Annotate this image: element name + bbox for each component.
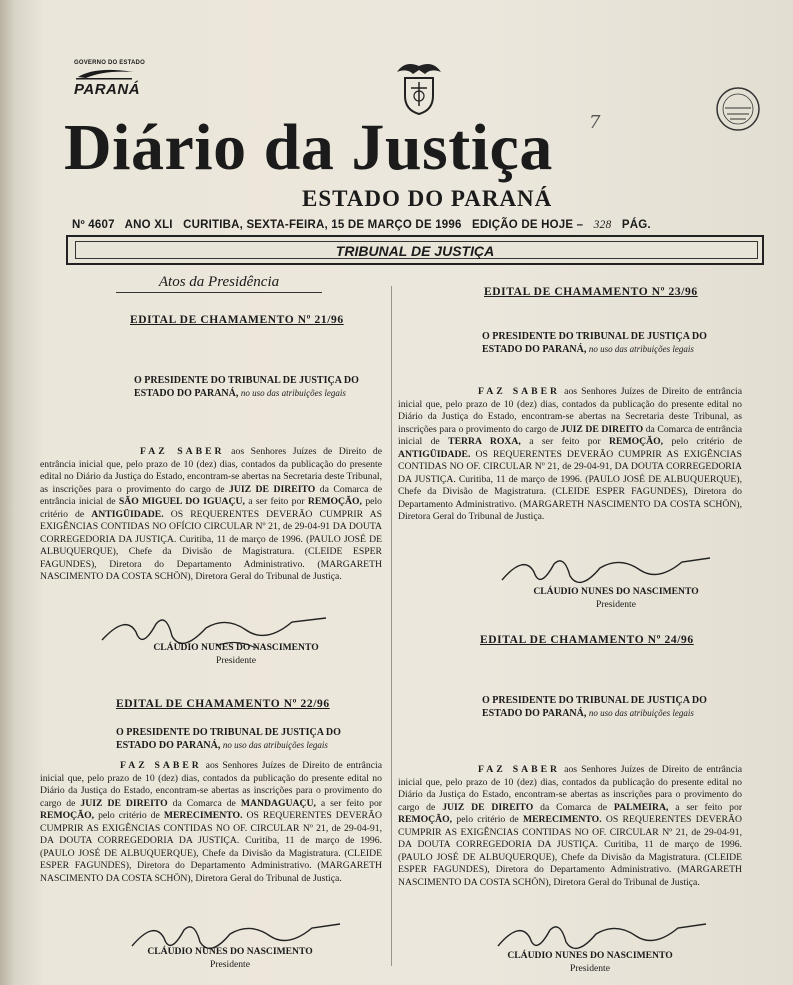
edition-line (72, 219, 772, 231)
body-text: OS REQUERENTES DEVERÃO CUMPRIR AS EXIGÊNCIAS CONTIDAS NO OF. CIRCULAR Nº 21, de 29-04-91, DA DOUTA CORREGEDORIA DA JUSTIÇA. Curitiba, 11 de março de 1996. (PAULO JOSÉ DE ALBUQUERQUE), Chefe da Divisão de Magistratura. (CLEIDE ESPER FAGUNDES), Diretora do Departamento Administrativo. (MARGARETH NASCIMENTO DA COSTA SCHÖN), Diretora Geral do Tribunal de Justiça. (398, 448, 742, 522)
criterio: ANTIGÜIDADE. (398, 448, 471, 460)
modo: REMOÇÃO, (40, 810, 95, 821)
edital-22-title: EDITAL DE CHAMAMENTO Nº 22/96 (116, 698, 330, 710)
issuer-tail: no uso das atribuições legais (588, 708, 694, 718)
pages-label: PÁG. (621, 219, 651, 231)
edital-24-signer-role: Presidente (570, 963, 610, 974)
issuer-tail: no uso das atribuições legais (222, 740, 328, 750)
modo: REMOÇÃO, (307, 496, 362, 507)
modo: REMOÇÃO, (398, 814, 453, 825)
body-text: aos Senhores Juízes de Direito de entrância inicial que, pelo prazo de 10 (dez) dias, contados da publicação do presente edital no Diário da Justiça do Estado, encontram-se abertas as inscrições para o provimento do cargo de (398, 764, 742, 813)
edital-23-issuer (482, 330, 742, 356)
body-text: da Comarca de entrância inicial de (40, 483, 383, 507)
masthead-state: ESTADO DO PARANÁ (302, 186, 553, 211)
issuer-bold: O PRESIDENTE DO TRIBUNAL DE JUSTIÇA DO ESTADO DO PARANÁ, (116, 727, 341, 751)
body-text: a ser feito por (248, 496, 305, 507)
issue-number: Nº 4607 (72, 219, 115, 231)
criterio: MERECIMENTO. (522, 814, 602, 825)
city-date: CURITIBA, SEXTA-FEIRA, 15 DE MARÇO DE 1996 (183, 219, 462, 231)
coat-of-arms-icon (391, 58, 447, 118)
cargo: JUIZ DE DIREITO (80, 797, 168, 809)
masthead-title: Diário da Justiça (64, 111, 553, 184)
issuer-tail: no uso das atribuições legais (240, 388, 346, 398)
cargo: JUIZ DE DIREITO (560, 423, 644, 435)
edital-24-title: EDITAL DE CHAMAMENTO Nº 24/96 (480, 634, 694, 646)
faz-saber: FAZ SABER (140, 446, 225, 457)
edital-23-title: EDITAL DE CHAMAMENTO Nº 23/96 (484, 286, 698, 298)
gov-label: GOVERNO DO ESTADO (74, 60, 145, 66)
year: ANO XLI (124, 219, 173, 231)
edital-24-signer: CLÁUDIO NUNES DO NASCIMENTO (507, 950, 673, 961)
issuer-tail: no uso das atribuições legais (588, 344, 694, 354)
criterio: MERECIMENTO. (163, 810, 243, 821)
faz-saber: FAZ SABER (120, 760, 202, 771)
section-bar (66, 235, 764, 265)
cargo: JUIZ DE DIREITO (229, 483, 316, 495)
body-text: da Comarca de (172, 797, 236, 809)
body-text: pelo critério de (671, 436, 743, 447)
government-logo (74, 60, 174, 98)
cargo: JUIZ DE DIREITO (442, 801, 534, 813)
body-text: a ser feito por (529, 436, 601, 447)
margin-mark: 7 (589, 112, 601, 133)
edital-23-signer: CLÁUDIO NUNES DO NASCIMENTO (533, 586, 699, 597)
comarca: TERRA ROXA, (448, 436, 521, 447)
body-text: aos Senhores Juízes de Direito de entrância inicial que, pelo prazo de 10 (dez) dias, contados da publicação do presente edital no Diário da Justiça do Estado, encontram-se abertas as inscrições para o provimento do cargo de (40, 760, 382, 809)
edital-23-signer-role: Presidente (596, 599, 636, 610)
page-spine (0, 0, 14, 985)
body-text: aos Senhores Juízes de Direito de entrância inicial que, pelo prazo de 10 (dez) dias, contados da publicação do presente edital no Diário da Justiça do Estado, encontram-se abertas na Secretaria deste Tribunal, as inscrições para o provimento do cargo de (398, 386, 742, 435)
body-text: OS REQUERENTES DEVERÃO CUMPRIR AS EXIGÊNCIAS CONTIDAS NO OF. CIRCULAR Nº 21, de 29-04-91, DA DOUTA CORREGEDORIA DA JUSTIÇA. Curitiba, 11 de março de 1996. (PAULO JOSÉ DE ALBUQUERQUE), Chefe da Divisão da Magistratura. (CLEIDE ESPER FAGUNDES), Diretora do Departamento Administrativo. (MARGARETH NASCIMENTO DA COSTA SCHÖN), Diretora Geral do Tribunal de Justiça. (398, 814, 742, 888)
edital-22-signer-role: Presidente (210, 959, 250, 970)
edital-21-signer: CLÁUDIO NUNES DO NASCIMENTO (153, 642, 319, 653)
issuer-bold: O PRESIDENTE DO TRIBUNAL DE JUSTIÇA DO ESTADO DO PARANÁ, (482, 331, 707, 355)
presidency-title: Atos da Presidência (116, 274, 322, 293)
issuer-bold: O PRESIDENTE DO TRIBUNAL DE JUSTIÇA DO ESTADO DO PARANÁ, (134, 375, 359, 399)
body-text: a ser feito por (675, 801, 743, 813)
gov-state: PARANÁ (74, 81, 141, 98)
body-text: OS REQUERENTES DEVERÃO CUMPRIR AS EXIGÊNCIAS CONTIDAS NO OF. CIRCULAR Nº 21, de 29-04-91, DA DOUTA CORREGEDORIA DA JUSTIÇA. Curitiba, 11 de março de 1996. (PAULO JOSÉ DE ALBUQUERQUE), Chefe da Divisão da Magistratura. (CLEIDE ESPER FAGUNDES), Diretora do Departamento Administrativo. (MARGARETH NASCIMENTO DA COSTA SCHÖN), Diretora Geral do Tribunal de Justiça. (40, 810, 383, 884)
faz-saber: FAZ SABER (478, 386, 561, 397)
column-divider (391, 286, 392, 966)
pages-count: 328 (593, 219, 612, 231)
criterio: ANTIGÜIDADE. (91, 508, 164, 520)
body-text: pelo critério de (456, 814, 519, 825)
edital-22-body (40, 760, 382, 885)
edital-23-body (398, 386, 742, 524)
comarca: SÃO MIGUEL DO IGUAÇU, (118, 496, 245, 507)
edital-24-body (398, 764, 742, 889)
body-text: pelo critério de (40, 496, 383, 520)
issuer-bold: O PRESIDENTE DO TRIBUNAL DE JUSTIÇA DO ESTADO DO PARANÁ, (482, 695, 707, 719)
body-text: OS REQUERENTES DEVERÃO CUMPRIR AS EXIGÊNCIAS CONTIDAS NO OFÍCIO CIRCULAR Nº 21, de 29-04-91 DA DOUTA CORREGEDORIA DA JUSTIÇA. Curitiba, 11 de março de 1996. (PAULO JOSÉ DE ALBUQUERQUE), Chefe da Divisão de Magistratura. (CLEIDE ESPER FAGUNDES), Diretora do Departamento Administrativo. (MARGARETH NASCIMENTO DA COSTA SCHÖN), Diretora Geral do Tribunal de Justiça. (40, 508, 383, 582)
body-text: aos Senhores Juízes de Direito de entrância inicial que, pelo prazo de 10 (dez) dias, contados da publicação do presente edital no Diário da Justiça do Estado, encontram-se abertas na Secretaria deste Tribunal, as inscrições para o provimento do cargo de (40, 446, 382, 495)
edital-21-issuer (134, 374, 384, 400)
parana-logo-icon (76, 68, 136, 80)
comarca: PALMEIRA, (613, 801, 669, 813)
comarca: MANDAGUAÇU, (240, 797, 316, 809)
section-title: TRIBUNAL DE JUSTIÇA (335, 243, 495, 259)
faz-saber: FAZ SABER (478, 764, 561, 775)
edital-21-signer-role: Presidente (216, 655, 256, 666)
edital-24-issuer (482, 694, 742, 720)
body-text: da Comarca de (540, 801, 608, 813)
modo: REMOÇÃO, (609, 436, 664, 447)
body-text: da Comarca de entrância inicial de (398, 423, 743, 447)
edital-21-body (40, 446, 382, 584)
edital-22-issuer (116, 726, 376, 752)
edital-22-signer: CLÁUDIO NUNES DO NASCIMENTO (147, 946, 313, 957)
body-text: a ser feito por (320, 797, 383, 809)
edital-21-title: EDITAL DE CHAMAMENTO Nº 21/96 (130, 314, 344, 326)
body-text: pelo critério de (98, 810, 160, 821)
edition-label: EDIÇÃO DE HOJE – (472, 219, 584, 231)
